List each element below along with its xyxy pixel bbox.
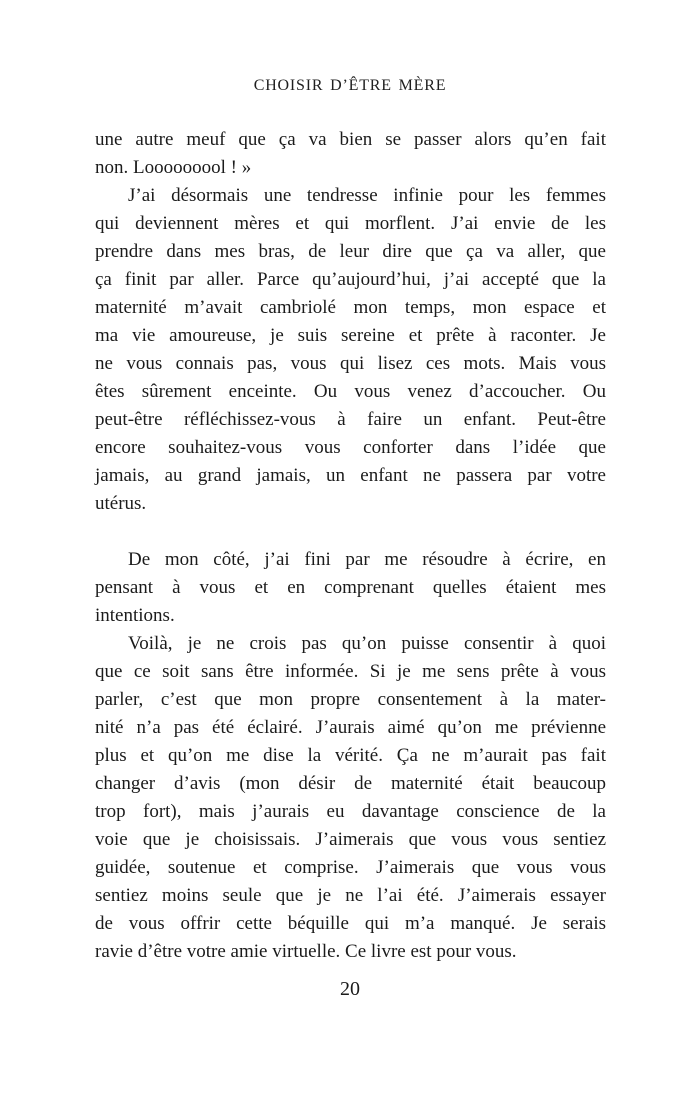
text-line: plus et qu’on me dise la vérité. Ça ne m’aurait pas fait [95, 745, 606, 766]
text-line: pensant à vous et en comprenant quelles étaient mes [95, 577, 606, 598]
text-line: peut-être réfléchissez-vous à faire un enfant. Peut-être [95, 409, 606, 430]
text-line: changer d’avis (mon désir de maternité était beaucoup [95, 773, 606, 794]
text-line: voie que je choisissais. J’aimerais que vous vous sentiez [95, 829, 606, 850]
running-header: CHOISIR D’ÊTRE MÈRE [253, 77, 447, 94]
text-line: êtes sûrement enceinte. Ou vous venez d’accoucher. Ou [95, 381, 606, 402]
text-line: intentions. [95, 605, 175, 626]
text-line: jamais, au grand jamais, un enfant ne passera par votre [95, 465, 606, 486]
text-line: trop fort), mais j’aurais eu davantage conscience de la [95, 801, 606, 822]
text-line: Voilà, je ne crois pas qu’on puisse consentir à quoi [128, 633, 606, 654]
text-line: prendre dans mes bras, de leur dire que ça va aller, que [95, 241, 606, 262]
text-line: ma vie amoureuse, je suis sereine et prête à raconter. Je [95, 325, 606, 346]
page-number: 20 [340, 978, 360, 1000]
text-line: non. Looooooool ! » [95, 157, 252, 178]
text-line: une autre meuf que ça va bien se passer alors qu’en fait [95, 129, 606, 150]
text-line: ne vous connais pas, vous qui lisez ces mots. Mais vous [95, 353, 606, 374]
text-line: De mon côté, j’ai fini par me résoudre à écrire, en [128, 549, 606, 570]
paragraph [95, 126, 606, 182]
text-line: de vous offrir cette béquille qui m’a manqué. Je serais [95, 913, 606, 934]
text-line: qui deviennent mères et qui morflent. J’ai envie de les [95, 213, 606, 234]
paragraph [95, 182, 606, 518]
text-line: que ce soit sans être informée. Si je me sens prête à vous [95, 661, 606, 682]
text-line: encore souhaitez-vous vous conforter dans l’idée que [95, 437, 606, 458]
paragraph [95, 546, 606, 630]
text-line: ça finit par aller. Parce qu’aujourd’hui, j’ai accepté que la [95, 269, 606, 290]
text-line: nité n’a pas été éclairé. J’aurais aimé qu’on me prévienne [95, 717, 606, 738]
text-line: sentiez moins seule que je ne l’ai été. J’aimerais essayer [95, 885, 606, 906]
text-line: parler, c’est que mon propre consentement à la mater- [95, 689, 606, 710]
text-line: ravie d’être votre amie virtuelle. Ce livre est pour vous. [95, 941, 517, 962]
text-line: maternité m’avait cambriolé mon temps, mon espace et [95, 297, 606, 318]
text-line: utérus. [95, 493, 147, 514]
page-text [95, 126, 606, 966]
paragraph [95, 630, 606, 966]
text-line: J’ai désormais une tendresse infinie pour les femmes [128, 185, 606, 206]
text-line: guidée, soutenue et comprise. J’aimerais que vous vous [95, 857, 606, 878]
